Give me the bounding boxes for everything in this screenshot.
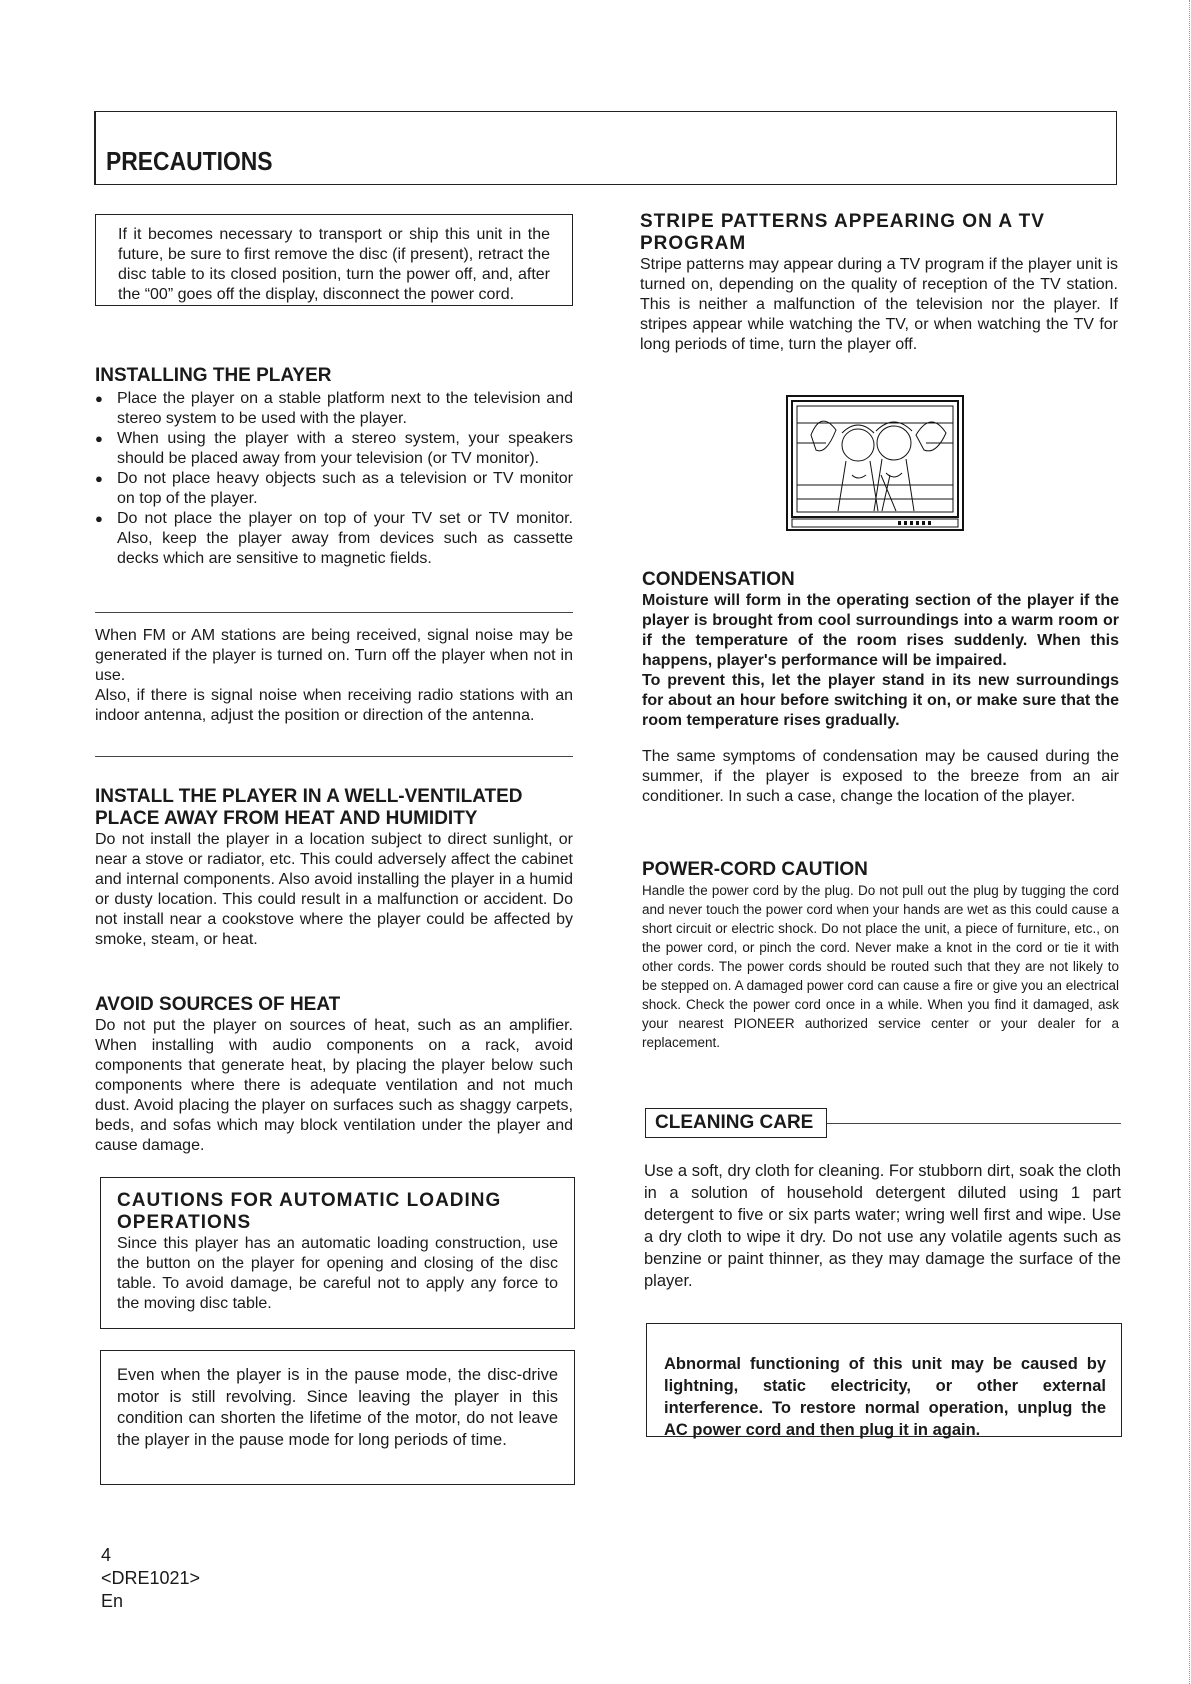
heat-heading: AVOID SOURCES OF HEAT (95, 994, 341, 1015)
tv-drawing (786, 395, 964, 531)
installing-heading: INSTALLING THE PLAYER (95, 365, 332, 386)
loading-heading: CAUTIONS FOR AUTOMATIC LOADING OPERATIONS (117, 1190, 502, 1233)
divider (95, 612, 573, 613)
fm-am-text-2: Also, if there is signal noise when receiving radio stations with an indoor antenna, adjust the position or direction of the antenna. (95, 687, 573, 724)
stripe-heading: STRIPE PATTERNS APPEARING ON A TV PROGRAM (640, 211, 1045, 254)
ventilated-text: Do not install the player in a location subject to direct sunlight, or near a stove or radiator, etc. This could adversely affect the cabinet and internal components. Also avoid installing the player in a humid or dusty location. This could result in a malfunction or accident. Do not install near a cookstove where the player could be affected by smoke, steam, or heat. (95, 831, 573, 948)
loading-text: Since this player has an automatic loading construction, use the button on the player for opening and closing of the disc table. To avoid damage, be careful not to apply any force to the moving disc table. (117, 1235, 558, 1312)
pause-mode-text: Even when the player is in the pause mode, the disc-drive motor is still revolving. Since leaving the player in this condition can shorten the lifetime of the motor, do not leave the player in the pause mode for long periods of time. (117, 1366, 558, 1449)
abnormal-function-box (646, 1323, 1122, 1437)
stripe-text: Stripe patterns may appear during a TV program if the player unit is turned on, depending on the quality of reception of the TV station. This is neither a malfunction of the television nor the player. If stripes appear while watching the TV, or when watching the TV for long periods of time, turn the player off. (640, 256, 1118, 353)
abnormal-function-text: Abnormal functioning of this unit may be caused by lightning, static electricity, or other external interference. To restore normal operation, unplug the AC power cord and then plug it in again. (664, 1354, 1106, 1439)
language-code: En (101, 1591, 124, 1611)
stripe-section (640, 211, 1118, 355)
loading-caution-box (100, 1177, 575, 1329)
tv-illustration (786, 395, 964, 531)
condensation-heading: CONDENSATION (642, 569, 795, 590)
power-cord-heading: POWER-CORD CAUTION (642, 859, 868, 880)
installing-bullet: ● Do not place the player on top of your TV set or TV monitor. Also, keep the player away from devices such as cassette decks which are sensitive to magnetic fields. (95, 509, 573, 569)
fm-am-text-1: When FM or AM stations are being received, signal noise may be generated if the player is turned on. Turn off the player when not in use. (95, 627, 573, 684)
heat-text: Do not put the player on sources of heat, such as an amplifier. When installing with audio components on a rack, avoid components that generate heat, by placing the player below such components where there is adequate ventilation and not much dust. Avoid placing the player on surfaces such as shaggy carpets, beds, and sofas which may block ventilation under the player and cause damage. (95, 1017, 573, 1154)
condensation-section (642, 569, 1119, 807)
installing-bullet: ● Place the player on a stable platform next to the television and stereo system to be used with the player. (95, 389, 573, 429)
page-title: PRECAUTIONS (106, 146, 273, 176)
cleaning-heading: CLEANING CARE (655, 1112, 814, 1133)
power-cord-section (642, 859, 1119, 1052)
power-cord-text: Handle the power cord by the plug. Do not pull out the plug by tugging the cord and never touch the power cord when your hands are wet as this could cause a short circuit or electric shock. Do not place the unit, a piece of furniture, etc., on the power cord, or pinch the cord. Never make a knot in the cord or tie it with other cords. The power cords should be routed such that they are not likely to be stepped on. A damaged power cord can cause a fire or give you an electrical shock. Check the power cord once in a while. When you find it damaged, ask your nearest PIONEER authorized service center or your dealer for a replacement. (642, 883, 1119, 1050)
installing-bullet: ● When using the player with a stereo system, your speakers should be placed away from your television (or TV monitor). (95, 429, 573, 469)
condensation-bold-1: Moisture will form in the operating section of the player if the player is brought from cool surroundings into a warm room or if the temperature of the room rises suddenly. When this happens, player's performance will be impaired. (642, 592, 1119, 669)
ventilated-heading: INSTALL THE PLAYER IN A WELL-VENTILATED PLACE AWAY FROM HEAT AND HUMIDITY (95, 786, 523, 829)
page-number: 4 (101, 1545, 112, 1565)
condensation-bold-2: To prevent this, let the player stand in its new surroundings for about an hour before switching it on, or make sure that the room temperature rises gradually. (642, 672, 1119, 729)
cleaning-text (644, 1160, 1121, 1292)
transport-note-box (95, 214, 573, 306)
divider (95, 756, 573, 757)
document-code: <DRE1021> (101, 1568, 201, 1588)
fm-am-section (95, 626, 573, 726)
page-footer (101, 1544, 200, 1613)
cleaning-heading-box (645, 1108, 827, 1138)
transport-note-text: If it becomes necessary to transport or ship this unit in the future, be sure to first remove the disc (if present), retract the disc table to its closed position, turn the power off, and, after the “00” goes off the display, disconnect the power cord. (118, 226, 550, 303)
condensation-text: The same symptoms of condensation may be caused during the summer, if the player is exposed to the breeze from an air conditioner. In such a case, change the location of the player. (642, 748, 1119, 805)
ventilated-section (95, 786, 573, 950)
heat-section (95, 994, 573, 1156)
cleaning-paragraph: Use a soft, dry cloth for cleaning. For stubborn dirt, soak the cloth in a solution of household detergent diluted using 1 part detergent to five or six parts water; wring well first and wipe. Use a dry cloth to wipe it dry. Do not use any volatile agents such as benzine or paint thinner, as they may damage the surface of the player. (644, 1162, 1121, 1290)
installing-bullet: ● Do not place heavy objects such as a television or TV monitor on top of the player. (95, 469, 573, 509)
installing-section (95, 365, 573, 569)
pause-mode-box (100, 1350, 575, 1485)
cleaning-heading-rule (827, 1123, 1121, 1124)
